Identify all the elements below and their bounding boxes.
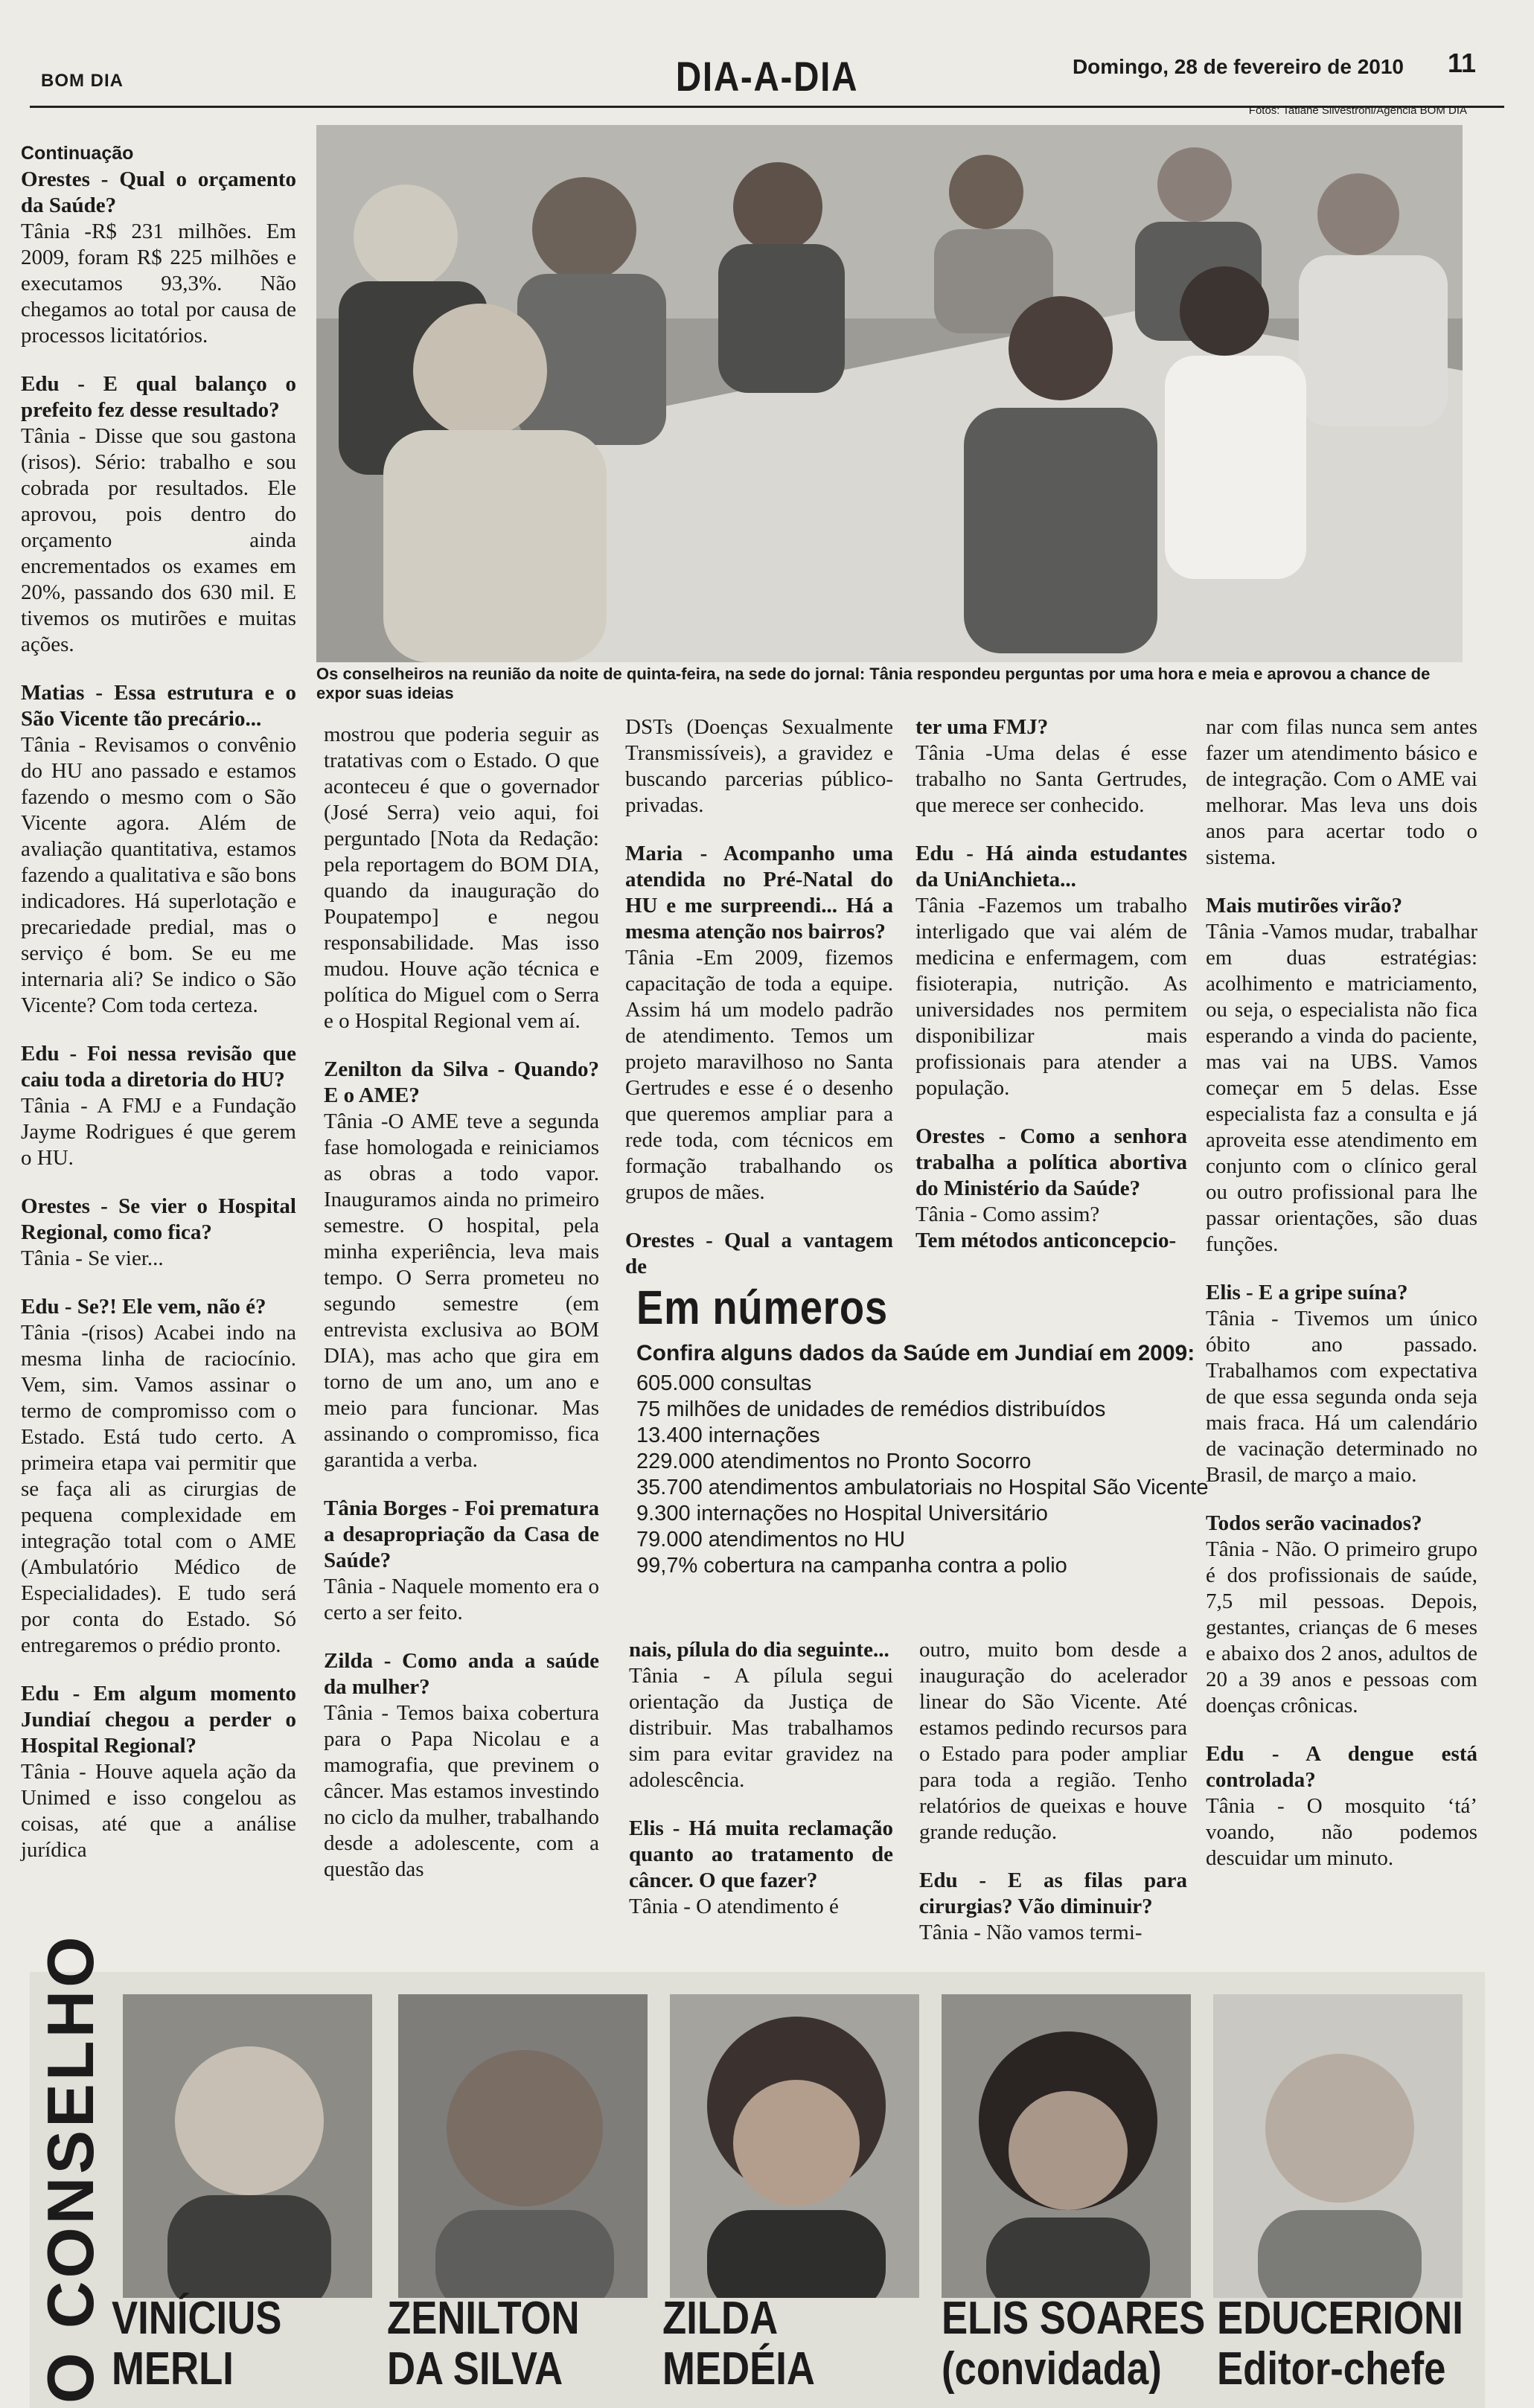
answer: Tânia - Não. O primeiro grupo é dos profissionais de saúde, 7,5 mil pessoas. Depois, gestantes, crianças de 6 meses e abaixo dos 2 anos, adultos de 20 a 39 anos e pessoas com doenças crônicas.	[1206, 1537, 1477, 1717]
portrait-illustration	[398, 1994, 648, 2298]
question: nais, pílula do dia seguinte...	[629, 1638, 889, 1662]
continuation-label: Continuação	[21, 143, 134, 164]
column-2	[324, 722, 599, 1905]
answer: Tânia -(risos) Acabei indo na mesma linha de raciocínio. Vem, sim. Vamos assinar o termo de compromisso com o Estado. Está tudo certo. A primeira etapa vai permitir que se faça ali as cirurgias de pequena complexidade em integração total com o AME (Ambulatório Médico de Especialidades). E tudo será por conta do Estado. Só entregaremos o prédio pronto.	[21, 1321, 296, 1657]
answer: Tânia -Uma delas é esse trabalho no Santa Gertrudes, que merece ser conhecido.	[915, 741, 1187, 817]
answer: Tânia -Em 2009, fizemos capacitação de toda a equipe. Assim há um modelo padrão de atendimento. Temos um projeto maravilhoso no Santa Gertrudes e esse é o desenho que queremos ampliar para a rede toda, com técnicos em formação trabalhando os grupos de mães.	[625, 946, 893, 1204]
answer: Tânia - Temos baixa cobertura para o Papa Nicolau e a mamografia, que previnem o câncer. Mas estamos investindo no ciclo da mulher, trabalhando desde a adolescente, com a questão das	[324, 1701, 599, 1881]
portrait-zenilton	[398, 1994, 648, 2298]
portrait-zilda	[670, 1994, 919, 2298]
numbers-item: 35.700 atendimentos ambulatoriais no Hospital São Vicente	[636, 1476, 1209, 1499]
answer: Tânia - Revisamos o convênio do HU ano passado e estamos fazendo o mesmo com o São Vicente agora. Além de avaliação quantitativa, estamos fazendo a qualitativa e são bons indicadores. Há superlotação e precariedade predial, mas o serviço é bom. Se eu me internaria ali? Se indico o São Vicente? Com toda certeza.	[21, 733, 296, 1017]
portrait-illustration	[670, 1994, 919, 2298]
question: Elis - Há muita reclamação quanto ao tratamento de câncer. O que fazer?	[629, 1816, 893, 1892]
numbers-list	[636, 1371, 1217, 1579]
question: Tem métodos anticoncepcio-	[915, 1229, 1177, 1252]
numbers-item: 99,7% cobertura na campanha contra a polio	[636, 1554, 1067, 1578]
question: Edu - Se?! Ele vem, não é?	[21, 1295, 266, 1319]
question: Edu - Foi nessa revisão que caiu toda a diretoria do HU?	[21, 1042, 296, 1092]
portrait-educerioni	[1213, 1994, 1463, 2298]
answer: Tânia - O mosquito ‘tá’ voando, não podemos descuidar um minuto.	[1206, 1794, 1477, 1870]
column-4-upper	[915, 714, 1187, 1276]
column-3-upper	[625, 714, 893, 1302]
question: ter uma FMJ?	[915, 715, 1049, 739]
answer: DSTs (Doenças Sexualmente Transmissíveis), a gravidez e buscando parcerias público-privadas.	[625, 715, 893, 817]
meeting-photo-illustration	[316, 125, 1463, 662]
question: Orestes - Qual o orçamento da Saúde?	[21, 167, 296, 217]
column-4-lower	[919, 1637, 1187, 1968]
question: Edu - Há ainda estudantes da UniAnchieta...	[915, 842, 1187, 891]
question: Todos serão vacinados?	[1206, 1511, 1422, 1535]
answer: Tânia - Tivemos um único óbito ano passado. Trabalhamos com expectativa de que essa segunda onda seja mais fraca. Há um calendário de vacinação determinado no Brasil, de março a maio.	[1206, 1307, 1477, 1487]
question: Orestes - Como a senhora trabalha a política abortiva do Ministério da Saúde?	[915, 1124, 1187, 1200]
column-5	[1206, 714, 1477, 1894]
page-date: Domingo, 28 de fevereiro de 2010	[1072, 55, 1404, 78]
numbers-item: 605.000 consultas	[636, 1371, 812, 1395]
question: Edu - E as filas para cirurgias? Vão diminuir?	[919, 1869, 1187, 1918]
answer: Tânia - Disse que sou gastona (risos). Sério: trabalho e sou cobrada por resultados. Ele aprovou, pois dentro do orçamento ainda encrementados os exames em 20%, passando dos 630 mil. E tivemos os mutirões e muitas ações.	[21, 424, 296, 656]
photo-credit: Fotos: Tatiane Silvestroni/Agência BOM DIA	[1248, 104, 1467, 117]
question: Tânia Borges - Foi prematura a desapropriação da Casa de Saúde?	[324, 1496, 599, 1572]
member-name: VINÍCIUS MERLI	[112, 2293, 282, 2395]
column-3-lower	[629, 1637, 893, 1942]
portrait-illustration	[123, 1994, 372, 2298]
answer: Tânia -Vamos mudar, trabalhar em duas estratégias: acolhimento e matriciamento, ou seja, o especialista não fica esperando a vinda do paciente, mas vai na UBS. Vamos começar em 5 delas. Esse especialista faz a consulta e já aproveita esse atendimento em conjunto com o clínico geral ou outro profissional para lhe passar orientações, são duas funções.	[1206, 920, 1477, 1256]
answer: Tânia - Se vier...	[21, 1246, 164, 1270]
member-name: ELIS SOARES (convidada)	[942, 2293, 1206, 2395]
numbers-item: 79.000 atendimentos no HU	[636, 1528, 906, 1552]
question: Mais mutirões virão?	[1206, 894, 1403, 918]
answer: Tânia -O AME teve a segunda fase homologada e reiniciamos as obras a todo vapor. Inauguramos ainda no primeiro semestre. O hospital, pela minha experiência, leva mais tempo. O Serra prometeu no segundo semestre (em entrevista exclusiva ao BOM DIA), mas acho que gira em torno de um ano, um ano e meio para funcionar. Mas assinando o compromisso, fica garantida a verba.	[324, 1109, 599, 1472]
answer: Tânia -Fazemos um trabalho interligado que vai além de medicina e enfermagem, com fisioterapia, nutrição. As universidades nos permitem disponibilizar mais profissionais para atender a população.	[915, 894, 1187, 1100]
page-title: DIA-A-DIA	[675, 53, 859, 100]
answer: Tânia - A FMJ e a Fundação Jayme Rodrigues é que gerem o HU.	[21, 1094, 296, 1170]
page-number: 11	[1447, 48, 1476, 78]
question: Elis - E a gripe suína?	[1206, 1281, 1408, 1304]
question: Orestes - Se vier o Hospital Regional, como fica?	[21, 1194, 296, 1244]
portrait-elis	[942, 1994, 1191, 2298]
answer: nar com filas nunca sem antes fazer um atendimento básico e de integração. Com o AME vai melhorar. Mas leva uns dois anos para acertar todo o sistema.	[1206, 715, 1477, 869]
answer: mostrou que poderia seguir as tratativas com o Estado. O que aconteceu é que o governador (José Serra) veio aqui, foi perguntado [Nota da Redação: pela reportagem do BOM DIA, quando da inauguração do Poupatempo] e negou responsabilidade. Mas isso mudou. Houve ação técnica e política do Miguel com o Serra e o Hospital Regional vem aí.	[324, 723, 599, 1033]
answer: Tânia - A pílula segui orientação da Justiça de distribuir. Mas trabalhamos sim para evitar gravidez na adolescência.	[629, 1664, 893, 1792]
section-name: BOM DIA	[41, 71, 124, 91]
question: Edu - A dengue está controlada?	[1206, 1742, 1477, 1792]
answer: Tânia -R$ 231 milhões. Em 2009, foram R$ 225 milhões e executamos 93,3%. Não chegamos ao total por causa de processos licitatórios.	[21, 220, 296, 348]
photo-caption: Os conselheiros na reunião da noite de quinta-feira, na sede do jornal: Tânia respondeu perguntas por uma hora e meia e aprovou a chance de expor suas ideias	[316, 665, 1431, 702]
answer: Tânia - Como assim?	[915, 1203, 1100, 1226]
member-name: EDUCERIONI Editor-chefe	[1217, 2293, 1463, 2395]
column-1	[21, 140, 296, 1886]
answer: outro, muito bom desde a inauguração do acelerador linear do São Vicente. Até estamos pedindo recursos para o Estado para poder ampliar para toda a região. Tenho relatórios de queixas e houve grande redução.	[919, 1638, 1187, 1844]
council-title: O CONSELHO	[33, 1933, 107, 2404]
numbers-item: 9.300 internações no Hospital Universitário	[636, 1502, 1048, 1525]
question: Edu - E qual balanço o prefeito fez desse resultado?	[21, 372, 296, 422]
question: Maria - Acompanho uma atendida no Pré-Natal do HU e me surpreendi... Há a mesma atenção nos bairros?	[625, 842, 893, 944]
answer: Tânia - Houve aquela ação da Unimed e isso congelou as coisas, até que a análise jurídica	[21, 1760, 296, 1862]
numbers-box-title: Em números	[636, 1281, 889, 1334]
question: Matias - Essa estrutura e o São Vicente tão precário...	[21, 681, 296, 731]
question: Zenilton da Silva - Quando? E o AME?	[324, 1057, 599, 1107]
question: Zilda - Como anda a saúde da mulher?	[324, 1649, 599, 1699]
numbers-item: 229.000 atendimentos no Pronto Socorro	[636, 1450, 1032, 1473]
numbers-item: 13.400 internações	[636, 1424, 820, 1447]
portrait-illustration	[1213, 1994, 1463, 2298]
numbers-box	[636, 1280, 1217, 1607]
numbers-item: 75 milhões de unidades de remédios distribuídos	[636, 1397, 1106, 1421]
portrait-illustration	[942, 1994, 1191, 2298]
question: Orestes - Qual a vantagem de	[625, 1229, 893, 1278]
answer: Tânia - Naquele momento era o certo a ser feito.	[324, 1575, 599, 1624]
portrait-vinicius	[123, 1994, 372, 2298]
question: Edu - Em algum momento Jundiaí chegou a perder o Hospital Regional?	[21, 1682, 296, 1758]
meeting-photo	[316, 125, 1463, 662]
answer: Tânia - Não vamos termi-	[919, 1921, 1142, 1944]
answer: Tânia - O atendimento é	[629, 1895, 839, 1918]
numbers-box-subtitle: Confira alguns dados da Saúde em Jundiaí em 2009:	[636, 1341, 1195, 1365]
member-name: ZENILTON DA SILVA	[387, 2293, 580, 2395]
member-name: ZILDA MEDÉIA	[662, 2293, 815, 2395]
